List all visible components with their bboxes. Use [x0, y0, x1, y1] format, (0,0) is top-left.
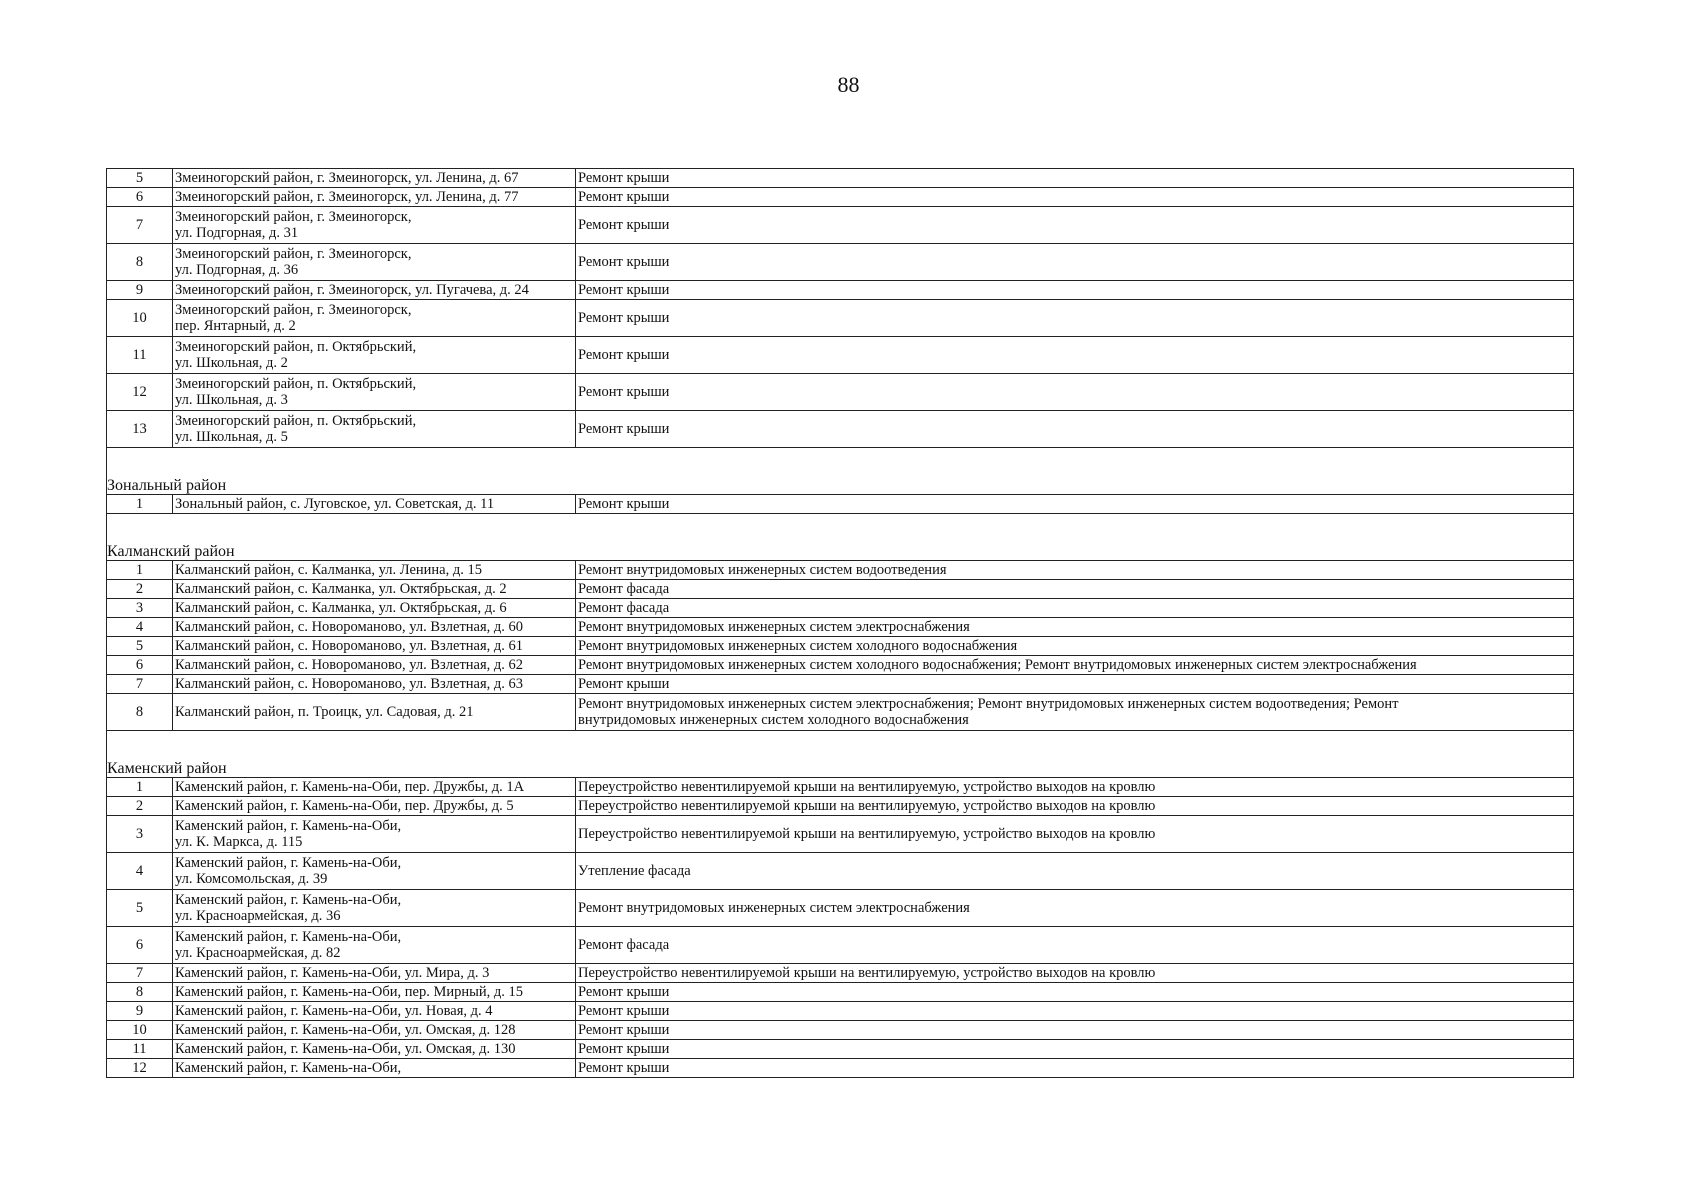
address-line: ул. К. Маркса, д. 115 — [175, 834, 303, 850]
table-row — [107, 207, 1574, 244]
address-cell — [173, 675, 576, 694]
table-body — [107, 169, 1574, 1078]
work-type-line: Ремонт крыши — [578, 254, 670, 270]
table-row — [107, 694, 1574, 731]
address-line: ул. Подгорная, д. 31 — [175, 225, 299, 241]
work-type-line: Ремонт крыши — [578, 421, 670, 437]
work-type-cell — [576, 618, 1574, 637]
work-type-line: внутридомовых инженерных систем холодного водоснабжения — [578, 712, 969, 728]
table-row — [107, 927, 1574, 964]
work-type-line: Ремонт внутридомовых инженерных систем водоотведения — [578, 562, 947, 578]
row-number: 12 — [107, 1059, 173, 1078]
row-number: 8 — [107, 694, 173, 731]
row-number: 10 — [107, 1021, 173, 1040]
work-type-cell — [576, 637, 1574, 656]
address-line: Каменский район, г. Камень-на-Оби, пер. Дружбы, д. 1А — [175, 779, 525, 795]
work-type-line: Ремонт крыши — [578, 1022, 670, 1038]
address-cell — [173, 188, 576, 207]
work-type-cell — [576, 983, 1574, 1002]
address-line: Калманский район, с. Новороманово, ул. Взлетная, д. 62 — [175, 657, 524, 673]
work-type-line: Ремонт крыши — [578, 496, 670, 512]
address-line: Зональный район, с. Луговское, ул. Советская, д. 11 — [175, 496, 495, 512]
table-row — [107, 281, 1574, 300]
address-line: Каменский район, г. Камень-на-Оби, — [175, 855, 402, 871]
address-cell — [173, 580, 576, 599]
row-number: 4 — [107, 618, 173, 637]
table-row — [107, 1002, 1574, 1021]
table-row — [107, 300, 1574, 337]
work-type-cell — [576, 656, 1574, 675]
page-number: 88 — [837, 72, 860, 97]
address-line: Каменский район, г. Камень-на-Оби, ул. Омская, д. 128 — [175, 1022, 516, 1038]
address-cell — [173, 618, 576, 637]
address-cell — [173, 561, 576, 580]
address-line: Калманский район, с. Калманка, ул. Ленина, д. 15 — [175, 562, 482, 578]
row-number: 2 — [107, 797, 173, 816]
work-type-cell — [576, 599, 1574, 618]
address-cell — [173, 244, 576, 281]
spacer-cell — [107, 731, 1574, 760]
address-line: ул. Красноармейская, д. 82 — [175, 945, 341, 961]
work-type-line: Переустройство невентилируемой крыши на вентилируемую, устройство выходов на кровлю — [578, 826, 1156, 842]
table-row — [107, 411, 1574, 448]
address-line: Калманский район, с. Новороманово, ул. Взлетная, д. 60 — [175, 619, 524, 635]
address-line: ул. Школьная, д. 3 — [175, 392, 288, 408]
table-row — [107, 656, 1574, 675]
row-number: 10 — [107, 300, 173, 337]
address-line: пер. Янтарный, д. 2 — [175, 318, 296, 334]
address-line: ул. Комсомольская, д. 39 — [175, 871, 328, 887]
work-type-line: Ремонт крыши — [578, 217, 670, 233]
work-type-cell — [576, 495, 1574, 514]
work-type-line: Утепление фасада — [578, 863, 691, 879]
work-type-line: Ремонт внутридомовых инженерных систем электроснабжения; Ремонт внутридомовых инженерных систем водоотведения; Ремонт — [578, 696, 1399, 712]
table-row — [107, 1059, 1574, 1078]
address-cell — [173, 816, 576, 853]
row-number: 7 — [107, 964, 173, 983]
address-line: Змеиногорский район, п. Октябрьский, — [175, 376, 417, 392]
district-header: Зональный район — [107, 476, 1574, 495]
address-cell — [173, 694, 576, 731]
address-cell — [173, 637, 576, 656]
work-type-line: Ремонт крыши — [578, 984, 670, 1000]
address-line: Змеиногорский район, г. Змеиногорск, — [175, 246, 412, 262]
address-cell — [173, 374, 576, 411]
table-row — [107, 337, 1574, 374]
row-number: 2 — [107, 580, 173, 599]
address-cell — [173, 281, 576, 300]
address-line: Каменский район, г. Камень-на-Оби, — [175, 892, 402, 908]
table-row — [107, 169, 1574, 188]
address-line: Каменский район, г. Камень-на-Оби, пер. Мирный, д. 15 — [175, 984, 524, 1000]
address-line: ул. Школьная, д. 5 — [175, 429, 288, 445]
address-line: Каменский район, г. Камень-на-Оби, ул. Омская, д. 130 — [175, 1041, 516, 1057]
table-row — [107, 983, 1574, 1002]
work-type-cell — [576, 561, 1574, 580]
table-row — [107, 964, 1574, 983]
work-type-line: Ремонт внутридомовых инженерных систем электроснабжения — [578, 619, 970, 635]
row-number: 7 — [107, 675, 173, 694]
table-row — [107, 797, 1574, 816]
address-line: Каменский район, г. Камень-на-Оби, пер. Дружбы, д. 5 — [175, 798, 514, 814]
work-type-cell — [576, 1059, 1574, 1078]
row-number: 8 — [107, 983, 173, 1002]
district-header-row — [107, 542, 1574, 561]
row-number: 9 — [107, 1002, 173, 1021]
address-line: Калманский район, с. Новороманово, ул. Взлетная, д. 63 — [175, 676, 524, 692]
work-type-cell — [576, 580, 1574, 599]
table-row — [107, 599, 1574, 618]
table-row — [107, 580, 1574, 599]
address-cell — [173, 853, 576, 890]
work-type-line: Ремонт фасада — [578, 937, 670, 953]
address-cell — [173, 411, 576, 448]
row-number: 3 — [107, 816, 173, 853]
address-cell — [173, 656, 576, 675]
address-line: Каменский район, г. Камень-на-Оби, ул. Мира, д. 3 — [175, 965, 490, 981]
work-type-line: Ремонт внутридомовых инженерных систем электроснабжения — [578, 900, 970, 916]
work-type-cell — [576, 890, 1574, 927]
address-line: Калманский район, с. Калманка, ул. Октябрьская, д. 6 — [175, 600, 507, 616]
work-type-cell — [576, 816, 1574, 853]
work-type-line: Переустройство невентилируемой крыши на вентилируемую, устройство выходов на кровлю — [578, 798, 1156, 814]
spacer-cell — [107, 514, 1574, 543]
work-type-cell — [576, 411, 1574, 448]
work-type-cell — [576, 1040, 1574, 1059]
row-number: 3 — [107, 599, 173, 618]
row-number: 6 — [107, 927, 173, 964]
work-type-line: Ремонт крыши — [578, 1041, 670, 1057]
row-number: 6 — [107, 656, 173, 675]
row-number: 1 — [107, 778, 173, 797]
address-cell — [173, 927, 576, 964]
work-type-line: Ремонт крыши — [578, 347, 670, 363]
table-row — [107, 1040, 1574, 1059]
table-row — [107, 637, 1574, 656]
row-number: 8 — [107, 244, 173, 281]
district-header: Калманский район — [107, 542, 1574, 561]
address-line: Змеиногорский район, г. Змеиногорск, — [175, 209, 412, 225]
table-row — [107, 890, 1574, 927]
row-number: 13 — [107, 411, 173, 448]
address-cell — [173, 890, 576, 927]
address-cell — [173, 599, 576, 618]
work-type-cell — [576, 207, 1574, 244]
address-cell — [173, 207, 576, 244]
row-number: 12 — [107, 374, 173, 411]
work-type-cell — [576, 374, 1574, 411]
address-line: Каменский район, г. Камень-на-Оби, — [175, 818, 402, 834]
work-type-cell — [576, 188, 1574, 207]
address-cell — [173, 1002, 576, 1021]
address-cell — [173, 1040, 576, 1059]
work-type-line: Ремонт фасада — [578, 581, 670, 597]
address-cell — [173, 495, 576, 514]
table-row — [107, 1021, 1574, 1040]
row-number: 5 — [107, 169, 173, 188]
row-number: 11 — [107, 1040, 173, 1059]
work-type-cell — [576, 337, 1574, 374]
address-line: ул. Школьная, д. 2 — [175, 355, 288, 371]
work-type-line: Переустройство невентилируемой крыши на вентилируемую, устройство выходов на кровлю — [578, 965, 1156, 981]
row-number: 4 — [107, 853, 173, 890]
work-type-line: Ремонт крыши — [578, 310, 670, 326]
row-number: 11 — [107, 337, 173, 374]
address-cell — [173, 169, 576, 188]
address-line: ул. Подгорная, д. 36 — [175, 262, 299, 278]
table-row — [107, 374, 1574, 411]
address-line: Змеиногорский район, г. Змеиногорск, ул. Пугачева, д. 24 — [175, 282, 529, 298]
work-type-line: Ремонт крыши — [578, 1060, 670, 1076]
work-type-cell — [576, 778, 1574, 797]
work-type-line: Переустройство невентилируемой крыши на вентилируемую, устройство выходов на кровлю — [578, 779, 1156, 795]
row-number: 9 — [107, 281, 173, 300]
address-line: Змеиногорский район, п. Октябрьский, — [175, 413, 417, 429]
address-line: Калманский район, с. Новороманово, ул. Взлетная, д. 61 — [175, 638, 524, 654]
table-row — [107, 244, 1574, 281]
row-number: 1 — [107, 495, 173, 514]
work-type-line: Ремонт фасада — [578, 600, 670, 616]
address-cell — [173, 797, 576, 816]
table-row — [107, 561, 1574, 580]
address-line: Каменский район, г. Камень-на-Оби, ул. Новая, д. 4 — [175, 1003, 493, 1019]
work-type-cell — [576, 853, 1574, 890]
address-cell — [173, 300, 576, 337]
row-number: 7 — [107, 207, 173, 244]
work-type-line: Ремонт крыши — [578, 384, 670, 400]
work-type-cell — [576, 281, 1574, 300]
work-type-cell — [576, 244, 1574, 281]
work-type-line: Ремонт крыши — [578, 1003, 670, 1019]
address-line: Змеиногорский район, п. Октябрьский, — [175, 339, 417, 355]
address-cell — [173, 964, 576, 983]
table-row — [107, 853, 1574, 890]
address-line: Калманский район, с. Калманка, ул. Октябрьская, д. 2 — [175, 581, 507, 597]
work-type-line: Ремонт внутридомовых инженерных систем холодного водоснабжения — [578, 638, 1018, 654]
work-type-cell — [576, 1002, 1574, 1021]
address-line: Змеиногорский район, г. Змеиногорск, — [175, 302, 412, 318]
table-row — [107, 675, 1574, 694]
work-type-cell — [576, 675, 1574, 694]
work-type-cell — [576, 797, 1574, 816]
work-type-line: Ремонт крыши — [578, 676, 670, 692]
address-cell — [173, 778, 576, 797]
section-spacer — [107, 731, 1574, 760]
row-number: 6 — [107, 188, 173, 207]
table-row — [107, 188, 1574, 207]
work-type-cell — [576, 927, 1574, 964]
district-header: Каменский район — [107, 759, 1574, 778]
address-line: Каменский район, г. Камень-на-Оби, — [175, 929, 402, 945]
address-line: ул. Красноармейская, д. 36 — [175, 908, 341, 924]
work-type-cell — [576, 694, 1574, 731]
work-type-line: Ремонт крыши — [578, 189, 670, 205]
address-line: Змеиногорский район, г. Змеиногорск, ул. Ленина, д. 77 — [175, 189, 519, 205]
work-type-cell — [576, 964, 1574, 983]
work-type-cell — [576, 300, 1574, 337]
section-spacer — [107, 448, 1574, 477]
address-cell — [173, 1059, 576, 1078]
district-header-row — [107, 759, 1574, 778]
work-type-cell — [576, 1021, 1574, 1040]
address-cell — [173, 1021, 576, 1040]
spacer-cell — [107, 448, 1574, 477]
work-type-line: Ремонт крыши — [578, 282, 670, 298]
row-number: 5 — [107, 637, 173, 656]
table-row — [107, 816, 1574, 853]
address-cell — [173, 983, 576, 1002]
row-number: 5 — [107, 890, 173, 927]
table-row — [107, 618, 1574, 637]
district-header-row — [107, 476, 1574, 495]
table-row — [107, 495, 1574, 514]
work-type-line: Ремонт крыши — [578, 170, 670, 186]
section-spacer — [107, 514, 1574, 543]
row-number: 1 — [107, 561, 173, 580]
table-row — [107, 778, 1574, 797]
repair-program-table — [106, 168, 1574, 1078]
address-line: Змеиногорский район, г. Змеиногорск, ул. Ленина, д. 67 — [175, 170, 519, 186]
address-line: Каменский район, г. Камень-на-Оби, — [175, 1060, 402, 1076]
address-cell — [173, 337, 576, 374]
address-line: Калманский район, п. Троицк, ул. Садовая, д. 21 — [175, 704, 474, 720]
work-type-line: Ремонт внутридомовых инженерных систем холодного водоснабжения; Ремонт внутридомовых инженерных систем электроснабжения — [578, 657, 1417, 673]
work-type-cell — [576, 169, 1574, 188]
